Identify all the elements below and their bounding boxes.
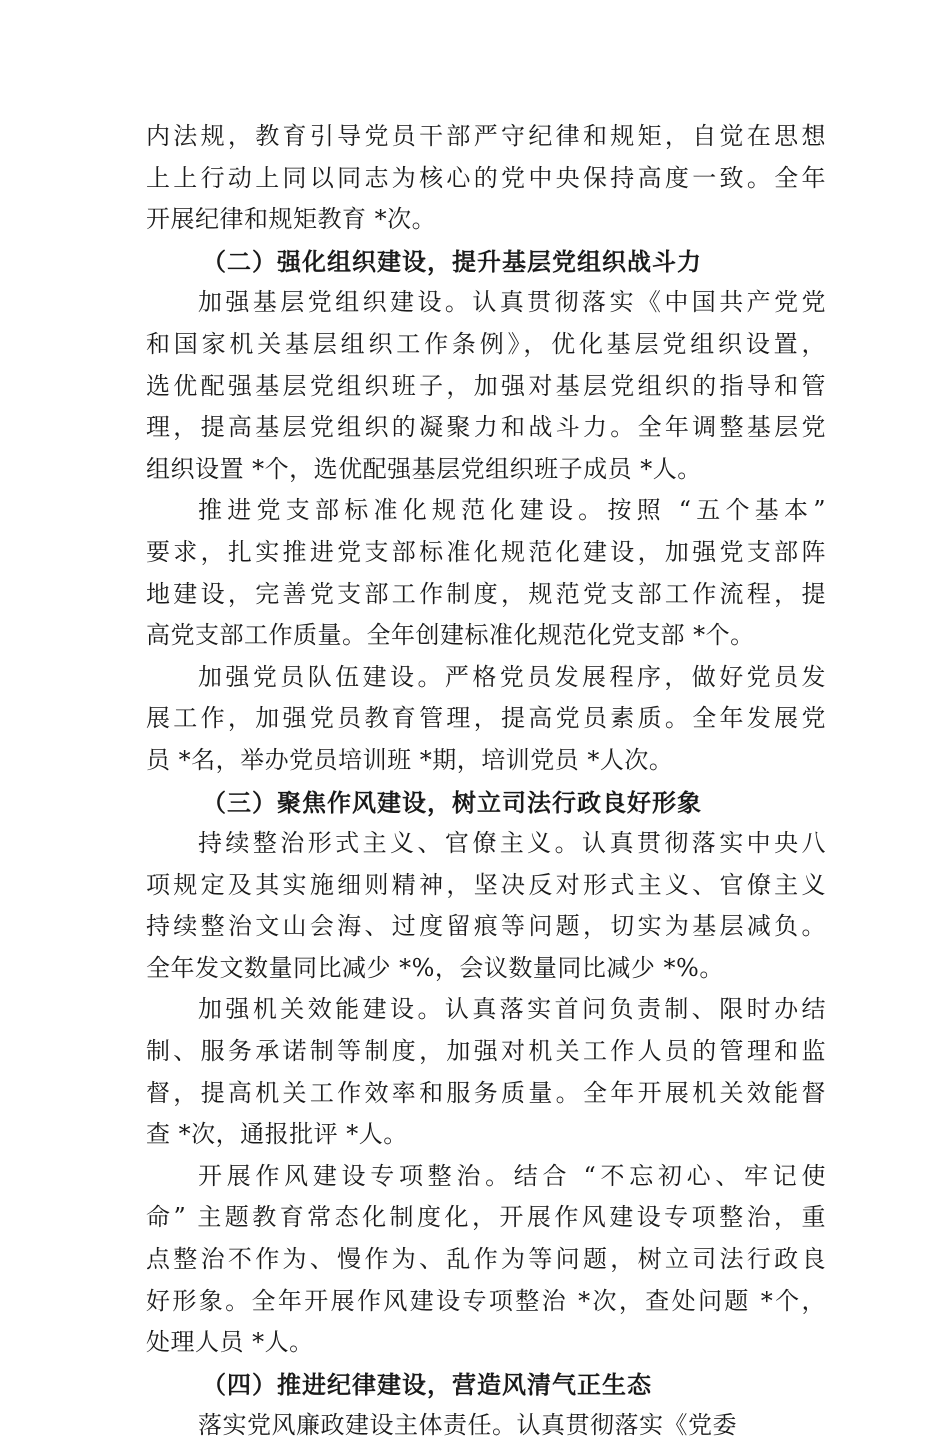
section-heading-2: （二）强化组织建设，提升基层党组织战斗力 — [202, 246, 702, 276]
text-line: 选优配强基层党组织班子，加强对基层党组织的指导和管 — [146, 371, 826, 400]
text-line: 开展纪律和规矩教育 *次。 — [146, 205, 437, 234]
document-body — [146, 116, 826, 1447]
text-line: 处理人员 *人。 — [146, 1328, 314, 1357]
text-line: 和国家机关基层组织工作条例》，优化基层党组织设置， — [146, 329, 826, 358]
section-heading-3: （三）聚焦作风建设，树立司法行政良好形象 — [202, 787, 702, 817]
text-line: 展工作，加强党员教育管理，提高党员素质。全年发展党 — [146, 704, 826, 733]
section-heading-4: （四）推进纪律建设，营造风清气正生态 — [202, 1369, 652, 1399]
text-line: 制、服务承诺制等制度，加强对机关工作人员的管理和监 — [146, 1037, 826, 1066]
paragraph-first-line: 加强机关效能建设。认真落实首问负责制、限时办结 — [198, 995, 826, 1024]
paragraph-first-line: 持续整治形式主义、官僚主义。认真贯彻落实中央八 — [198, 829, 826, 858]
text-line: 督，提高机关工作效率和服务质量。全年开展机关效能督 — [146, 1078, 826, 1107]
text-line: 全年发文数量同比减少 *%，会议数量同比减少 *%。 — [146, 953, 724, 982]
text-line: 查 *次，通报批评 *人。 — [146, 1120, 408, 1149]
text-line: 项规定及其实施细则精神，坚决反对形式主义、官僚主义 — [146, 870, 826, 899]
text-line: 员 *名，举办党员培训班 *期，培训党员 *人次。 — [146, 745, 674, 774]
text-line: 好形象。全年开展作风建设专项整治 *次，查处问题 *个， — [146, 1286, 826, 1315]
text-line: 地建设，完善党支部工作制度，规范党支部工作流程，提 — [146, 579, 826, 608]
text-line: 点整治不作为、慢作为、乱作为等问题，树立司法行政良 — [146, 1245, 826, 1274]
paragraph-first-line: 加强党员队伍建设。严格党员发展程序，做好党员发 — [198, 662, 826, 691]
paragraph-first-line: 加强基层党组织建设。认真贯彻落实《中国共产党党 — [198, 288, 826, 317]
text-line: 内法规，教育引导党员干部严守纪律和规矩，自觉在思想 — [146, 122, 826, 150]
paragraph-first-line: 推进党支部标准化规范化建设。按照 “五个基本” — [198, 496, 826, 525]
text-line: 命” 主题教育常态化制度化，开展作风建设专项整治，重 — [146, 1203, 826, 1232]
text-line: 组织设置 *个，选优配强基层党组织班子成员 *人。 — [146, 454, 702, 483]
paragraph-first-line: 开展作风建设专项整治。结合 “不忘初心、牢记使 — [198, 1161, 826, 1190]
paragraph-first-line: 落实党风廉政建设主体责任。认真贯彻落实《党委 — [198, 1411, 737, 1440]
text-line: 持续整治文山会海、过度留痕等问题，切实为基层减负。 — [146, 912, 826, 941]
text-line: 要求，扎实推进党支部标准化规范化建设，加强党支部阵 — [146, 537, 826, 566]
text-line: 理，提高基层党组织的凝聚力和战斗力。全年调整基层党 — [146, 413, 826, 442]
text-line: 高党支部工作质量。全年创建标准化规范化党支部 *个。 — [146, 621, 755, 650]
text-line: 上上行动上同以同志为核心的党中央保持高度一致。全年 — [146, 163, 826, 192]
